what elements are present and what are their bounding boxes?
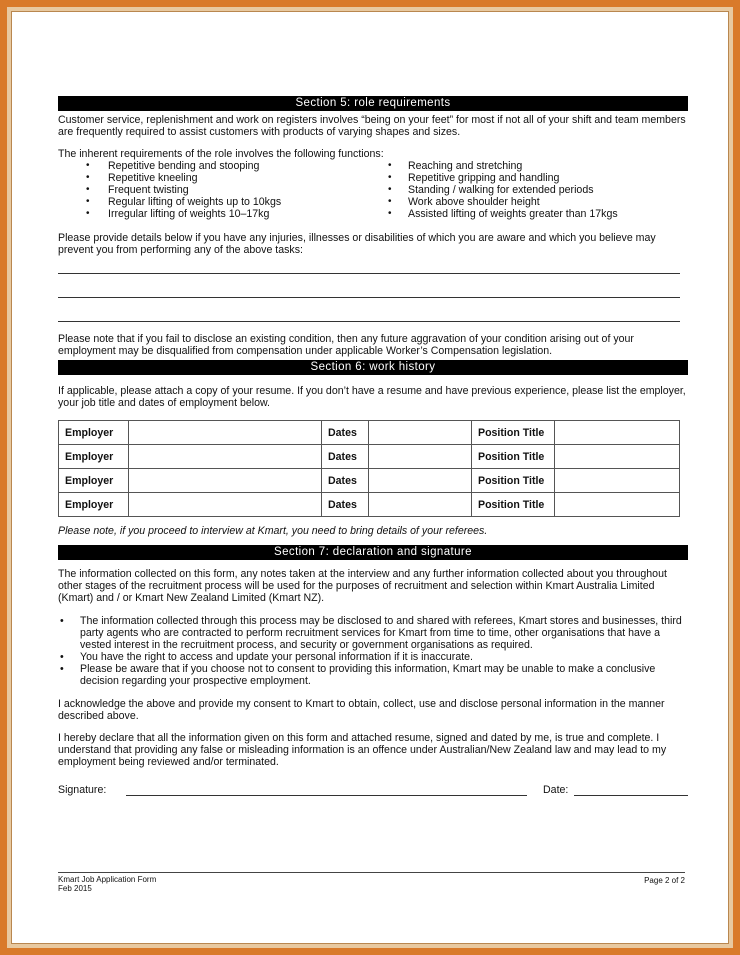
dates-field[interactable] <box>369 469 472 493</box>
table-row <box>59 469 680 493</box>
page-number: Page 2 of 2 <box>644 876 685 885</box>
section-5-header: Section 5: role requirements <box>58 96 688 111</box>
details-line-2[interactable] <box>58 274 680 298</box>
section-6-header: Section 6: work history <box>58 360 688 375</box>
details-prompt: Please provide details below if you have any injuries, illnesses or disabilities of which you are aware and which you believe may prevent you from performing any of the above tasks: <box>58 232 656 256</box>
list-item: • Standing / walking for extended periods <box>386 184 686 196</box>
dates-field[interactable] <box>369 445 472 469</box>
position-label: Position Title <box>472 493 555 517</box>
position-label: Position Title <box>472 469 555 493</box>
employer-label: Employer <box>59 469 129 493</box>
employer-field[interactable] <box>129 421 322 445</box>
details-line-3[interactable] <box>58 298 680 322</box>
functions-left <box>58 160 386 220</box>
employer-field[interactable] <box>129 493 322 517</box>
section-7-header: Section 7: declaration and signature <box>58 545 688 560</box>
list-item: • You have the right to access and update your personal information if it is inaccurate. <box>58 651 688 663</box>
position-label: Position Title <box>472 421 555 445</box>
employer-label: Employer <box>59 445 129 469</box>
page-footer <box>58 872 685 893</box>
signature-row <box>58 783 688 796</box>
signature-field[interactable] <box>126 783 527 796</box>
employer-label: Employer <box>59 421 129 445</box>
functions-intro: The inherent requirements of the role involves the following functions: <box>58 148 384 160</box>
dates-field[interactable] <box>369 493 472 517</box>
table-row <box>59 493 680 517</box>
list-item: • Please be aware that if you choose not to consent to providing this information, Kmart may be unable to make a conclusive decision regarding your prospective employment. <box>58 663 688 687</box>
list-item: • Regular lifting of weights up to 10kgs <box>58 196 386 208</box>
list-item: • Work above shoulder height <box>386 196 686 208</box>
functions-right <box>386 160 686 220</box>
position-label: Position Title <box>472 445 555 469</box>
position-field[interactable] <box>555 421 680 445</box>
section-7-intro: The information collected on this form, any notes taken at the interview and any further information collected about you throughout other stages of the recruitment process will be used for the purposes of recruitment and selection within Kmart Australia Limited (Kmart) and / or Kmart New Zealand Limited (Kmart NZ). <box>58 568 667 604</box>
list-item: • Repetitive kneeling <box>58 172 386 184</box>
privacy-bullets <box>58 615 688 687</box>
table-row <box>59 445 680 469</box>
disclosure-note: Please note that if you fail to disclose an existing condition, then any future aggravation of your condition arising out of your employment may be disqualified from compensation under applicable Worker’s Compensation legislation. <box>58 333 634 357</box>
list-item: • Irregular lifting of weights 10–17kg <box>58 208 386 220</box>
dates-field[interactable] <box>369 421 472 445</box>
functions-list <box>58 160 688 220</box>
list-item: • Repetitive gripping and handling <box>386 172 686 184</box>
list-item: • Repetitive bending and stooping <box>58 160 386 172</box>
list-item: • The information collected through this process may be disclosed to and shared with referees, Kmart stores and businesses, third party agents who are contracted to perform recruitment services for Kmart from time to time, other organisations that have a vested interest in the recruitment process, and security or government organisations as required. <box>58 615 688 651</box>
dates-label: Dates <box>322 445 369 469</box>
form-name: Kmart Job Application Form <box>58 875 157 884</box>
position-field[interactable] <box>555 493 680 517</box>
dates-label: Dates <box>322 493 369 517</box>
signature-label: Signature: <box>58 784 107 796</box>
list-item: • Assisted lifting of weights greater than 17kgs <box>386 208 686 220</box>
dates-label: Dates <box>322 421 369 445</box>
frame-inner <box>7 7 733 948</box>
declaration: I hereby declare that all the information given on this form and attached resume, signed and dated by me, is true and complete. I understand that providing any false or misleading information is an offence under Australian/New Zealand law and may lead to my employment being reviewed and/or terminated. <box>58 732 667 768</box>
employer-field[interactable] <box>129 445 322 469</box>
document-page <box>11 11 729 944</box>
position-field[interactable] <box>555 445 680 469</box>
work-history-table <box>58 420 680 517</box>
form-content <box>58 96 688 796</box>
section-5-intro: Customer service, replenishment and work on registers involves “being on your feet” for most if not all of your shift and team members are frequently required to assist customers with products of varying shapes and sizes. <box>58 114 686 138</box>
section-6-intro: If applicable, please attach a copy of your resume. If you don’t have a resume and have previous experience, please list the employer, your job title and dates of employment below. <box>58 385 686 409</box>
employer-label: Employer <box>59 493 129 517</box>
acknowledgement: I acknowledge the above and provide my consent to Kmart to obtain, collect, use and disclose personal information in the manner described above. <box>58 698 665 722</box>
list-item: • Reaching and stretching <box>386 160 686 172</box>
position-field[interactable] <box>555 469 680 493</box>
details-line-1[interactable] <box>58 256 680 274</box>
date-label: Date: <box>543 784 569 796</box>
dates-label: Dates <box>322 469 369 493</box>
referees-note: Please note, if you proceed to interview at Kmart, you need to bring details of your referees. <box>58 525 488 537</box>
table-row <box>59 421 680 445</box>
date-field[interactable] <box>574 783 688 796</box>
list-item: • Frequent twisting <box>58 184 386 196</box>
employer-field[interactable] <box>129 469 322 493</box>
form-date: Feb 2015 <box>58 884 92 893</box>
